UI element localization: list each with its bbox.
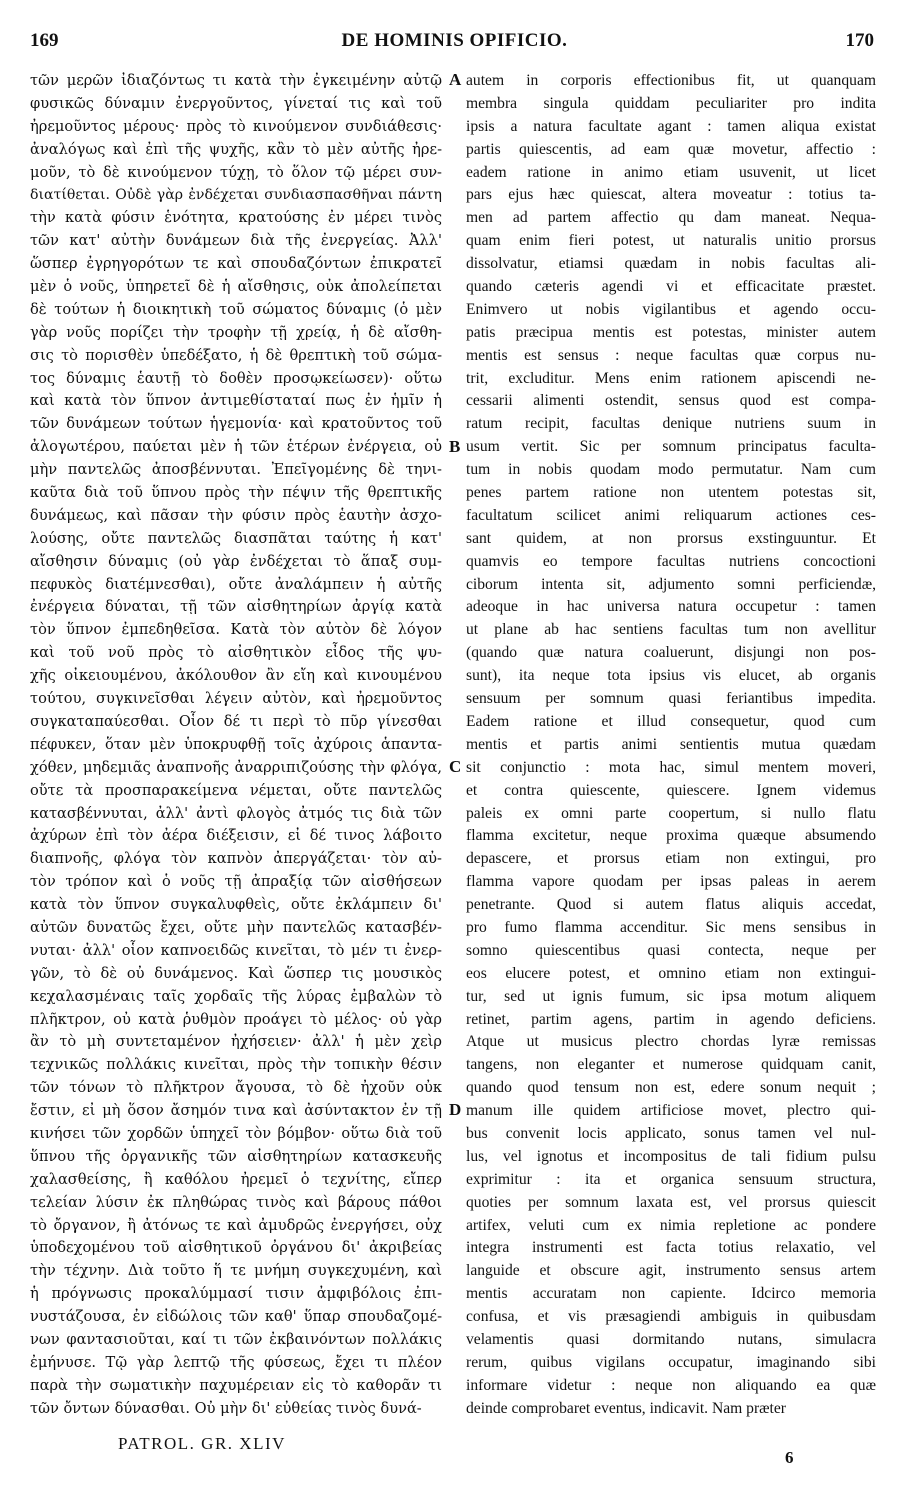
latin-text-line: ut plane ab hac sentiens facultas tum non avellitur [466,621,876,639]
greek-text-line: διατίθεται. Οὐδὲ γὰρ ἐνδέχεται συνδιασπασθῆναι πάντη [30,187,442,204]
latin-text-line: eos elucere potest, et omnino etiam non extingui- [466,964,876,982]
signature-mark: PATROL. GR. XLIV [118,1434,286,1453]
greek-text-line: πεφυκὸς διατέμνεσθαι), οὔτε ἀναλάμπειν ἡ αὐτῆς [30,575,442,593]
latin-text-line: somno quiescentibus quasi contecta, neque per [466,941,876,959]
latin-text-line: dissolvatur, etiamsi quædam in nobis facultas ali- [466,255,876,273]
latin-text-line: tangens, non eleganter et numerose quidquam canit, [466,1056,876,1074]
greek-text-line: νυστάζουσα, ἐν εἰδώλοις τῶν καθ' ὕπαρ σπουδαζομέ- [30,1308,442,1326]
greek-text-line: χαλασθείσης, ἢ καθόλου ἠρεμεῖ ὁ τεχνίτης, εἴπερ [30,1170,442,1188]
greek-text-line: πέφυκεν, ὅταν μὲν ὑποκρυφθῇ τοῖς ἀχύροις ἁπαντα- [30,735,442,753]
latin-text-line: manum ille quidem artificiose movet, plectro qui- [466,1102,876,1120]
latin-text-line: sit conjunctio : mota hac, simul mentem moveri, [466,758,876,776]
latin-text-line: ratum recipit, facultas denique nutriens suum in [466,415,876,433]
greek-text-line: φυσικῶς δύναμιν ἐνεργοῦντος, γίνεταί τις καὶ τοῦ [30,94,442,112]
greek-text-line: ὑποδεχομένου τοῦ αἰσθητικοῦ ὀργάνου δι' ἀκριβείας [30,1239,442,1257]
greek-text-line: τῶν δυνάμεων τούτων ἡγεμονία· καὶ κρατοῦντος τοῦ [30,415,442,433]
greek-text-line: αὐτῶν δυνατῶς ἔχει, οὔτε μὴν παντελῶς κατασβέν- [30,918,442,936]
greek-text-line: πλῆκτρον, οὐ κατὰ ῥυθμὸν προάγει τὸ μέλος· οὐ γὰρ [30,1010,442,1028]
latin-text-line: rerum, quibus vigilans occupatur, imaginando sibi [466,1353,876,1371]
greek-text-line: καὶ τοῦ νοῦ πρὸς τὸ αἰσθητικὸν εἶδος τῆς ψυ- [30,644,442,662]
greek-text-line: ἐμήνυσε. Τῷ γὰρ λεπτῷ τῆς φύσεως, ἔχει τι πλέον [30,1353,442,1371]
latin-text-line: et contra quiescente, quiescere. Ignem videmus [466,781,876,799]
page-number-left: 169 [30,30,59,51]
greek-text-line: νυται· ἀλλ' οἷον καπνοειδῶς κινεῖται, τὸ μέν τι ἐνερ- [30,941,442,959]
latin-text-line: Eadem ratione et illud consequetur, quod cum [466,712,876,730]
latin-text-line: autem in corporis effectionibus fit, ut quanquam [466,72,876,89]
latin-text-line: patis præcipua mentis est potestas, minister autem [466,323,876,341]
latin-text-line: tur, sed ut ignis fumum, sic ipsa motum aliquem [466,987,876,1005]
greek-text-line: δὲ τούτων ἡ διοικητικὴ τοῦ σώματος δύναμις (ὁ μὲν [30,300,442,318]
greek-text-line: γῶν, τὸ δὲ οὐ δυνάμενος. Καὶ ὥσπερ τις μουσικὸς [30,964,442,982]
greek-text-line: αἴσθησιν δύναμις (οὐ γὰρ ἐνδέχεται τὸ ἅπαξ συμ- [30,552,442,570]
latin-text-line: men ad partem affectio qu dam maneat. Nequa- [466,209,876,227]
latin-text-line: depascere, et prorsus etiam non extingui, pro [466,850,876,868]
greek-text-line: σις τὸ πορισθὲν ὑπεδέξατο, ἡ δὲ θρεπτικὴ τοῦ σώμα- [30,346,442,364]
latin-text-line: partis quiescentis, ad eam quæ movetur, affectio : [466,140,876,158]
greek-text-line: τὸν τρόπον καὶ ὁ νοῦς τῇ ἀπραξίᾳ τῶν αἰσθήσεων [30,873,442,891]
greek-text-line: χόθεν, μηδεμιᾶς ἀναπνοῆς ἀναρριπιζούσης τὴν φλόγα, [30,758,442,776]
latin-text-line: quando quod tensum non est, edere sonum nequit ; [466,1079,876,1097]
latin-text-line: sensuum per somnum quasi feriantibus impedita. [466,690,876,708]
greek-text-line: χῆς οἰκειουμένου, ἀκόλουθον ἂν εἴη καὶ κινουμένου [30,667,442,685]
greek-text-line: τὴν τέχνην. Διὰ τοῦτο ἥ τε μνήμη συγκεχυμένη, καὶ [30,1262,442,1280]
latin-text-line: eadem ratione in animo etiam usuvenit, ut licet [466,163,876,181]
greek-text-line: τὸν ὕπνον ἐμπεδηθεῖσα. Κατὰ τὸν αὐτὸν δὲ λόγον [30,621,442,639]
greek-text-line: μὲν ὁ νοῦς, ὑπηρετεῖ δὲ ἡ αἴσθησις, οὐκ ἀπολείπεται [30,278,442,296]
latin-text-line: Enimvero ut nobis vigilantibus et agendo occu- [466,300,876,318]
latin-text-line: mentis et partis animi sentientis mutua quædam [466,735,876,753]
latin-text-line: penes partem ratione non utentem potestas sit, [466,484,876,502]
latin-text-line: paleis ex omni parte coopertum, si nullo flatu [466,804,876,822]
section-marker-b: B [449,437,461,456]
greek-text-line: λούσης, οὔτε παντελῶς διασπᾶται ταύτης ἡ κατ' [30,529,442,547]
latin-text-line: usum vertit. Sic per somnum principatus faculta- [466,438,876,456]
greek-text-line: ἂν τὸ μὴ συντεταμένον ἠχήσειεν· ἀλλ' ἡ μὲν χεὶρ [30,1033,442,1051]
greek-text-line: ἔστιν, εἰ μὴ ὅσον ἄσημόν τινα καὶ ἀσύντακτον ἐν τῇ [30,1102,442,1120]
greek-text-line: νων φαντασιοῦται, καί τι τῶν ἐκβαινόντων πολλάκις [30,1330,442,1348]
greek-text-line: διαπνοῆς, φλόγα τὸν καπνὸν ἀπεργάζεται· τὸν αὐ- [30,850,442,868]
greek-text-line: οὔτε τὰ προσπαρακείμενα νέμεται, οὔτε παντελῶς [30,781,442,799]
greek-text-line: ἠρεμοῦντος μέρους· πρὸς τὸ κινούμενον συνδιάθεσις· [30,117,442,135]
greek-text-line: τελείαν λύσιν ἐκ πληθώρας τινὸς καὶ βάρους πάθοι [30,1193,442,1211]
latin-text-line: exprimitur : ita et organica sensuum structura, [466,1170,876,1188]
latin-text-line: lus, vel ignotus et incompositus de tali fidium pulsu [466,1147,876,1165]
latin-text-line: ciborum intenta sit, adjumento somni perficiendæ, [466,575,876,593]
greek-text-line: δυνάμεως, καὶ πᾶσαν τὴν φύσιν πρὸς ἑαυτὴν ἀσχο- [30,506,442,524]
latin-text-line: confusa, et vis præsagiendi ambiguis in quibusdam [466,1308,876,1326]
greek-text-line: συγκαταπαύεσθαι. Οἷον δέ τι περὶ τὸ πῦρ γίνεσθαι [30,712,442,730]
greek-text-line: κεχαλασμέναις ταῖς χορδαῖς τῆς λύρας ἐμβαλὼν τὸ [30,987,442,1005]
latin-text-line: velamentis quasi dormitando nutans, simulacra [466,1330,876,1348]
latin-text-line: quamvis eo tempore facultas nutriens concoctioni [466,552,876,570]
section-marker-c: C [449,757,462,776]
greek-text-line: κατὰ τὸν ὕπνον συγκαλυφθεὶς, οὔτε ἐκλάμπειν δι' [30,896,442,914]
greek-text-line: τὴν κατὰ φύσιν ἑνότητα, κρατούσης ἐν μέρει τινὸς [30,209,442,227]
latin-text-line: informare videtur : neque non aliquando ea quæ [466,1376,876,1394]
section-marker-d: D [449,1100,462,1119]
latin-text-line: mentis est sensus : neque facultas quæ corpus nu- [466,346,876,364]
greek-text-line: τῶν κατ' αὐτὴν δυνάμεων διὰ τῆς ἐνεργείας. Ἀλλ' [30,232,442,250]
greek-text-line: κατασβέννυται, ἀλλ' ἀντὶ φλογὸς ἀτμός τις διὰ τῶν [30,804,442,822]
latin-text-line: tum in nobis quodam modo permutatur. Nam cum [466,461,876,479]
greek-text-line: ἐνέργεια δύναται, τῇ τῶν αἰσθητηρίων ἀργίᾳ κατὰ [30,598,442,616]
greek-text-line: ὕπνου τῆς ὀργανικῆς τῶν αἰσθητηρίων κατασκευῆς [30,1147,442,1165]
latin-text-line: mentis accuratam non capiente. Idcirco memoria [466,1285,876,1303]
latin-text-line: integra instrumenti est facta totius relaxatio, vel [466,1239,876,1257]
latin-text-line: pro fumo flamma accenditur. Sic mens sensibus in [466,918,876,936]
latin-text-line: adeoque in hac universa natura occupetur : tamen [466,598,876,616]
latin-text-line: quando cæteris agendi vi et efficacitate præstet. [466,278,876,296]
latin-text-line: facultatum scilicet animi reliquarum actiones ces- [466,506,876,524]
latin-column [466,70,876,1421]
latin-text-line: pars ejus hæc quiescat, altera moveatur : totius ta- [466,186,876,204]
latin-text-line: quoties per somnum laxata est, vel prorsus quiescit [466,1193,876,1211]
greek-text-line: κινήσει τῶν χορδῶν ὑπηχεῖ τὸν βόμβον· οὕτω διὰ τοῦ [30,1124,442,1142]
latin-text-line: quam enim fieri potest, ut naturalis unitio prorsus [466,232,876,250]
greek-text-line: μοῦν, τὸ δὲ κινούμενον τύχῃ, τὸ ὅλον τῷ μέρει συν- [30,163,442,181]
sheet-number: 6 [785,1448,794,1467]
greek-text-line: καῦτα διὰ τοῦ ὕπνου πρὸς τὴν πέψιν τῆς θρεπτικῆς [30,484,442,502]
latin-text-line: membra singula quiddam peculiariter pro indita [466,94,876,112]
latin-text-line: artifex, veluti cum ex nimia repletione ac pondere [466,1216,876,1234]
latin-text-line: sant quidem, at non prorsus exstinguuntur. Et [466,529,876,547]
section-marker-a: A [449,70,462,89]
greek-text-line: μὴν παντελῶς ἀποσβέννυται. Ἐπεῖγομένης δὲ τηνι- [30,461,442,479]
latin-text-line: flamma vapore quodam per ipsas paleas in aerem [466,873,876,891]
greek-text-line: γὰρ νοῦς πορίζει τὴν τροφὴν τῇ χρείᾳ, ἡ δὲ αἴσθη- [30,323,442,341]
greek-text-line: ἀχύρων ἐπὶ τὸν ἀέρα διέξεισιν, εἰ δέ τινος λάβοιτο [30,827,442,845]
greek-text-line: ἀναλόγως καὶ ἐπὶ τῆς ψυχῆς, κἂν τὸ μὲν αὐτῆς ἠρε- [30,140,442,158]
greek-text-line: τῶν μερῶν ἰδιαζόντως τι κατὰ τὴν ἐγκειμένην αὐτῷ [30,72,442,89]
greek-text-line: τῶν τόνων τὸ πλῆκτρον ἄγουσα, τὸ δὲ ἠχοῦν οὐκ [30,1079,442,1097]
greek-text-line: τος δύναμις ἑαυτῇ τὸ δοθὲν προσῳκείωσεν)· οὕτω [30,369,442,387]
latin-text-line: (quando quæ natura coaluerunt, disjungi non pos- [466,644,876,662]
page-header [0,30,909,64]
latin-text-line: penetrante. Quod si autem flatus aliquis accedat, [466,896,876,914]
greek-text-line: τούτου, συγκινεῖσθαι λέγειν αὐτὸν, καὶ ἠρεμοῦντος [30,690,442,708]
running-title: DE HOMINIS OPIFICIO. [341,30,568,51]
greek-text-line: τῶν ὄντων δύνασθαι. Οὐ μὴν δι' εὐθείας τινὸς δυνά- [30,1399,422,1417]
latin-text-line: flamma excitetur, neque proxima quæque absumendo [466,827,876,845]
latin-text-line: Atque ut musicus plectro chordas lyræ remissas [466,1033,876,1051]
greek-text-line: ἡ πρόγνωσις προκαλύμμασί τισιν ἀμφιβόλοις ἐπι- [30,1285,442,1303]
greek-text-line: ὥσπερ ἐγρηγορότων τε καὶ σπουδαζόντων ἐπικρατεῖ [30,255,442,273]
latin-text-line: retinet, partim agens, partim in agendo deficiens. [466,1010,876,1028]
latin-text-line: trit, excluditur. Mens enim rationem apiscendi ne- [466,369,876,387]
page-number-right: 170 [845,30,874,51]
latin-text-line: ipsis a natura facultate agant : tamen aliqua existat [466,117,876,135]
greek-text-line: τὸ ὄργανον, ἢ ἀτόνως τε καὶ ἀμυδρῶς ἐνεργήσει, οὐχ [30,1216,442,1234]
latin-text-line: languide et obscure agit, instrumento sensus artem [466,1262,876,1280]
latin-text-line: bus convenit locis applicato, sonus tamen vel nul- [466,1124,876,1142]
latin-text-line: deinde comprobaret eventus, indicavit. Nam præter [466,1399,786,1417]
greek-text-line: τεχνικῶς πολλάκις κινεῖται, πρὸς τὴν τοπικὴν θέσιν [30,1056,442,1074]
greek-text-line: παρὰ τὴν σωματικὴν παχυμέρειαν εἰς τὸ καθορᾶν τι [30,1376,442,1394]
latin-text-line: cessarii alimenti ostendit, sensus quod est compa- [466,392,876,410]
latin-text-line: sunt), ita neque tota ipsius vis elucet, ab organis [466,667,876,685]
greek-text-line: καὶ κατὰ τὸν ὕπνον ἀντιμεθίσταταί πως ἐν ἡμῖν ἡ [30,392,442,410]
greek-text-line: ἀλογωτέρου, παύεται μὲν ἡ τῶν ἑτέρων ἐνέργεια, οὐ [30,438,442,456]
greek-column [30,70,442,1421]
